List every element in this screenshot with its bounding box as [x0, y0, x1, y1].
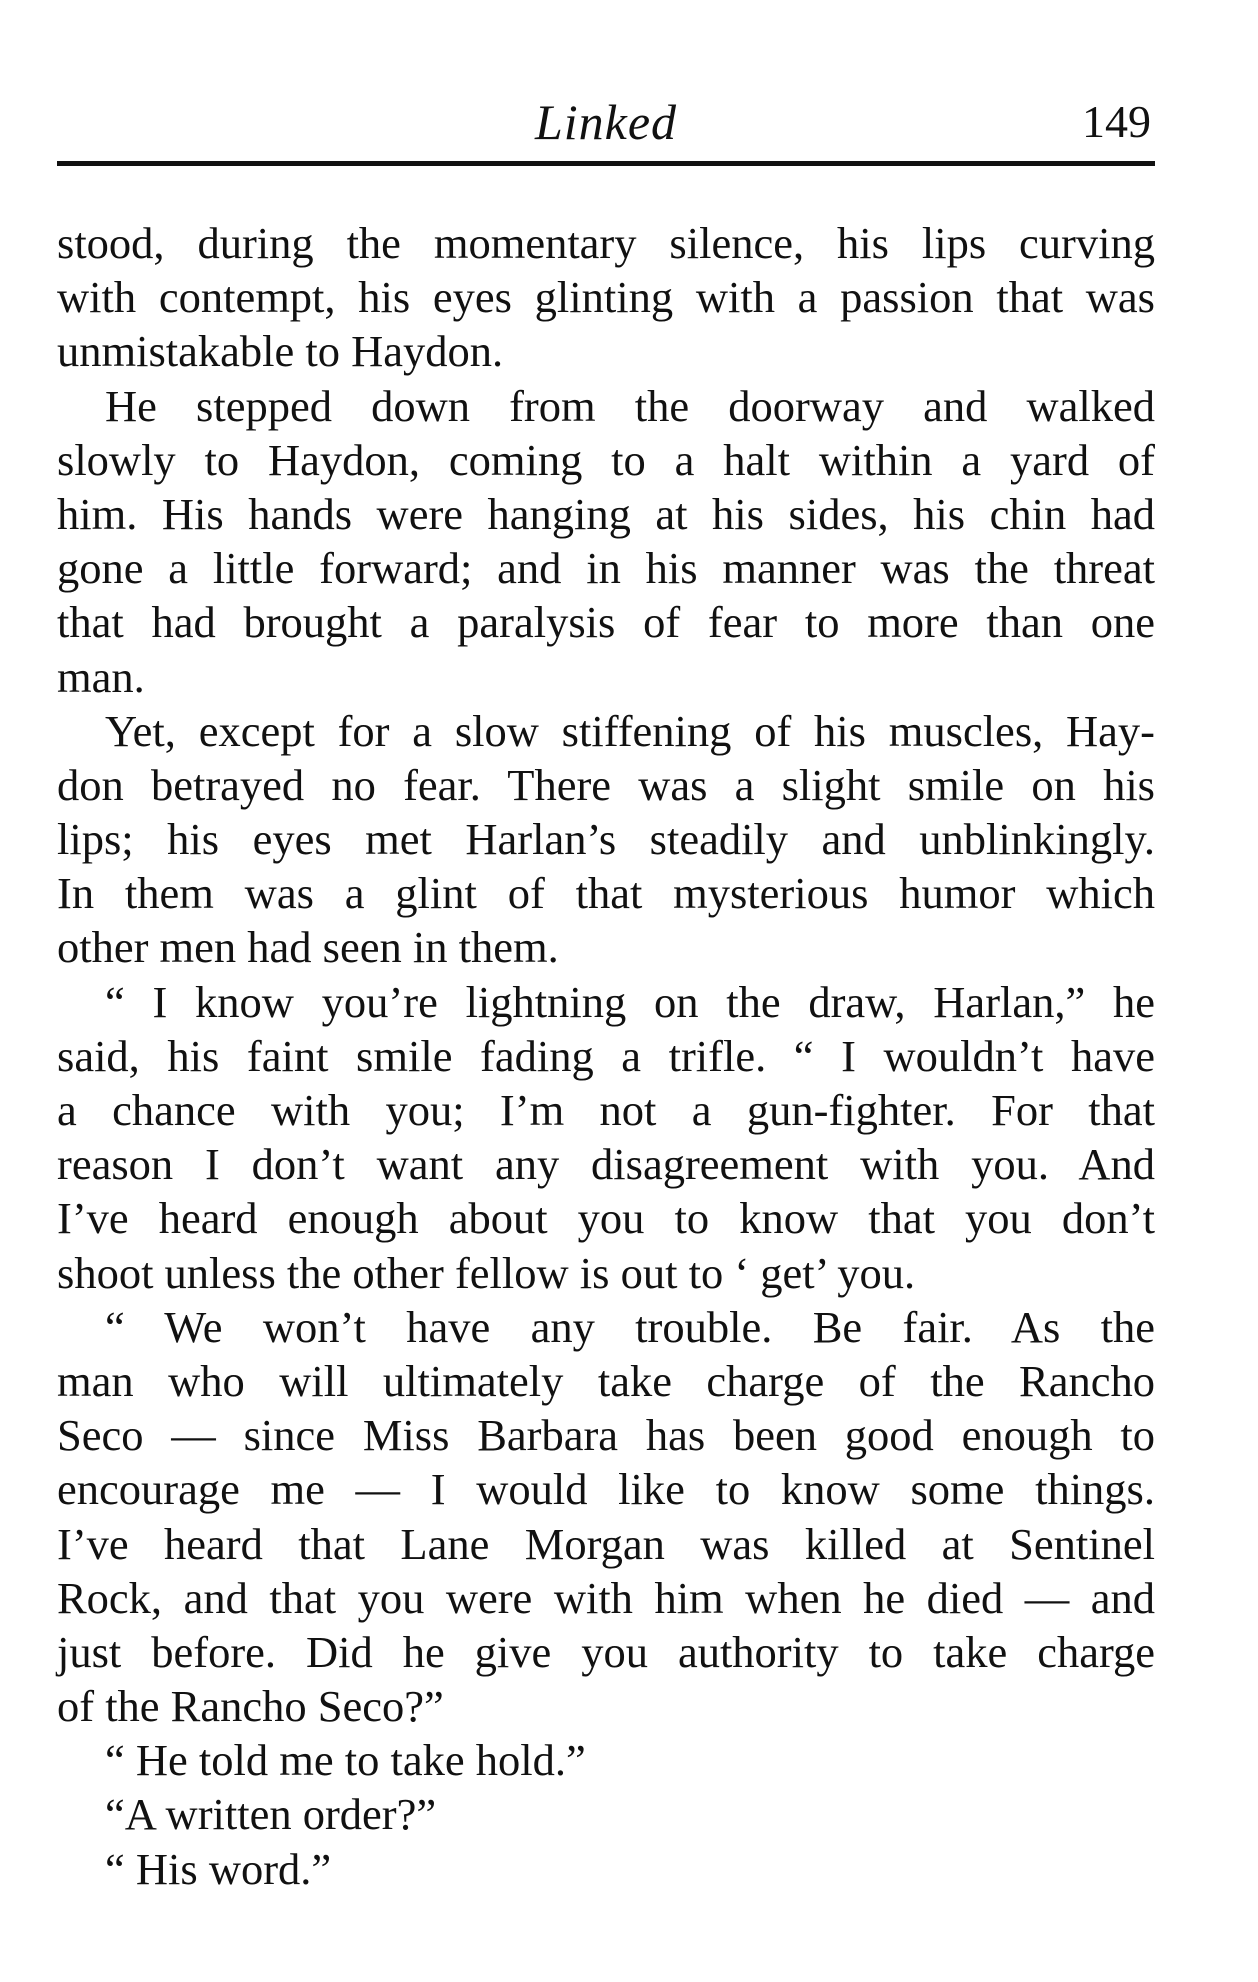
running-title: Linked: [534, 94, 678, 150]
text-line: with contempt, his eyes glinting with a passion that was: [57, 272, 1155, 323]
text-line: In them was a glint of that mysterious humor which: [57, 868, 1155, 919]
text-line: don betrayed no fear. There was a slight smile on his: [57, 759, 1155, 810]
text-line: man who will ultimately take charge of the Rancho: [57, 1355, 1155, 1406]
text-line: that had brought a paralysis of fear to more than one: [57, 597, 1155, 648]
text-line: “ He told me to take hold.”: [105, 1735, 586, 1786]
text-line: a chance with you; I’m not a gun-fighter. For that: [57, 1085, 1155, 1135]
body-text: [57, 216, 1155, 1896]
text-line: “ We won’t have any trouble. Be fair. As the: [105, 1301, 1155, 1352]
text-line: said, his faint smile fading a trifle. “ I wouldn’t have: [57, 1030, 1155, 1081]
text-line: encourage me — I would like to know some things.: [57, 1464, 1155, 1515]
text-line: shoot unless the other fellow is out to ‘ get’ you.: [57, 1247, 916, 1298]
text-line: “ His word.”: [105, 1843, 332, 1894]
text-line: gone a little forward; and in his manner was the threat: [57, 543, 1155, 594]
header-rule: [57, 161, 1155, 166]
text-line: “A written order?”: [105, 1789, 437, 1840]
text-line: lips; his eyes met Harlan’s steadily and unblinkingly.: [57, 814, 1155, 865]
text-line: other men had seen in them.: [57, 922, 559, 973]
text-line: slowly to Haydon, coming to a halt within a yard of: [57, 434, 1155, 485]
text-line: Seco — since Miss Barbara has been good enough to: [57, 1410, 1155, 1461]
text-line: of the Rancho Seco?”: [57, 1681, 444, 1732]
text-line: just before. Did he give you authority to take charge: [57, 1626, 1155, 1677]
text-line: I’ve heard that Lane Morgan was killed at Sentinel: [57, 1518, 1155, 1569]
text-line: He stepped down from the doorway and walked: [105, 380, 1155, 431]
text-line: “ I know you’re lightning on the draw, Harlan,” he: [105, 976, 1155, 1027]
text-line: unmistakable to Haydon.: [57, 326, 504, 377]
text-line: man.: [57, 651, 145, 702]
page-header: [57, 92, 1155, 152]
text-line: Yet, except for a slow stiffening of his muscles, Hay-: [105, 705, 1155, 756]
text-line: him. His hands were hanging at his sides, his chin had: [57, 488, 1155, 539]
text-line: reason I don’t want any disagreement with you. And: [57, 1139, 1155, 1190]
text-line: I’ve heard enough about you to know that you don’t: [57, 1193, 1155, 1244]
page-number: 149: [1082, 96, 1151, 147]
text-line: Rock, and that you were with him when he died — and: [57, 1572, 1155, 1623]
text-line: stood, during the momentary silence, his lips curving: [57, 218, 1155, 268]
